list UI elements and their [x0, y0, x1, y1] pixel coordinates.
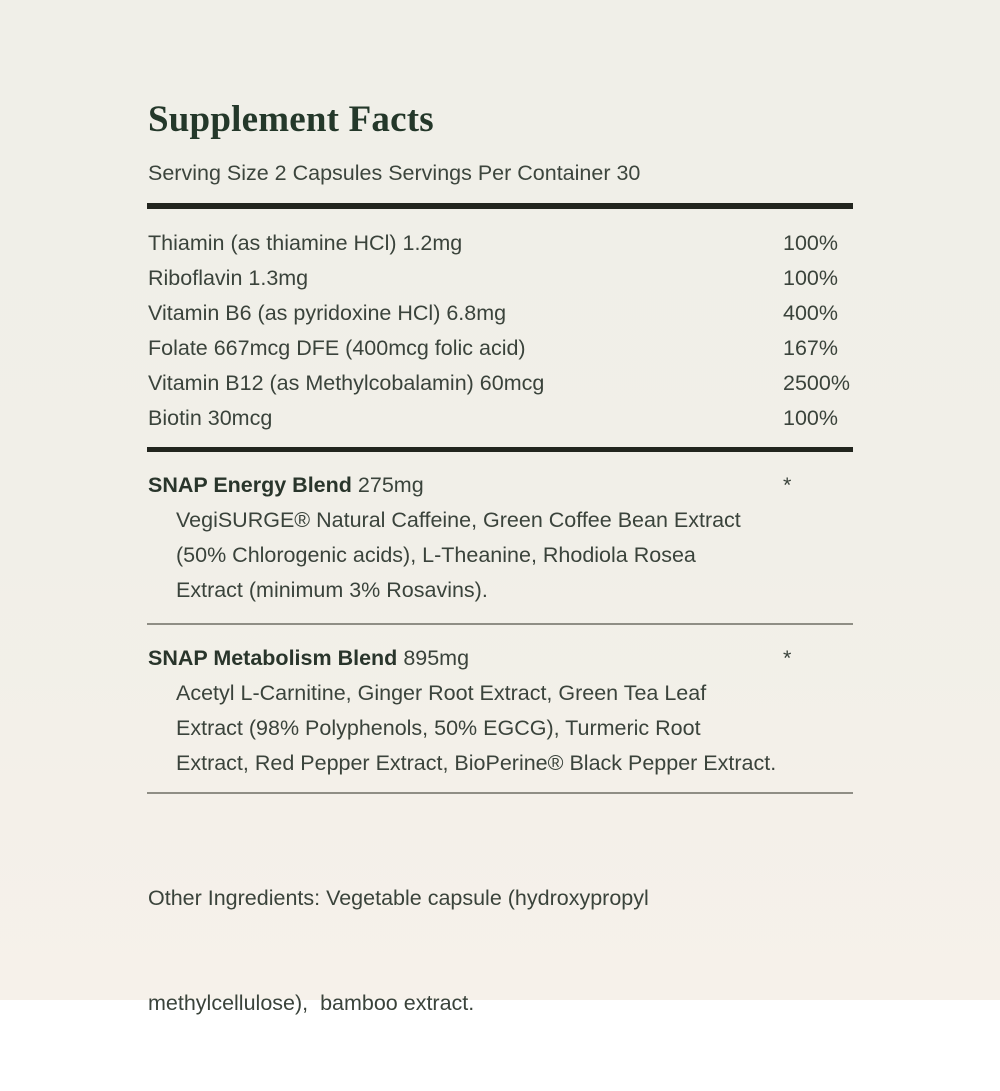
- nutrient-daily-value: 100%: [783, 266, 838, 290]
- divider-heavy-top: [147, 203, 853, 209]
- table-row: [148, 366, 853, 401]
- table-row: [148, 296, 853, 331]
- serving-size-line: Serving Size 2 Capsules Servings Per Container 30: [148, 161, 641, 185]
- divider-heavy-mid: [147, 447, 853, 452]
- divider-light-2: [147, 792, 853, 794]
- nutrient-daily-value: 100%: [783, 231, 838, 255]
- energy-blend-heading: [148, 468, 853, 503]
- blend-amount: 275mg: [357, 473, 424, 497]
- nutrient-name: Folate 667mcg DFE (400mcg folic acid): [148, 336, 526, 360]
- metabolism-blend-description: [176, 676, 836, 781]
- nutrient-name: Biotin 30mcg: [148, 406, 273, 430]
- description-line: Extract (98% Polyphenols, 50% EGCG), Turmeric Root: [176, 716, 701, 740]
- blend-name: SNAP Metabolism Blend: [148, 646, 398, 670]
- nutrient-daily-value: 100%: [783, 406, 838, 430]
- energy-blend-description: [176, 503, 836, 608]
- other-ingredients-line: methylcellulose), bamboo extract.: [148, 991, 475, 1015]
- description-line: Extract, Red Pepper Extract, BioPerine® Black Pepper Extract.: [176, 751, 777, 775]
- nutrient-daily-value: 2500%: [783, 371, 850, 395]
- nutrient-name: Riboflavin 1.3mg: [148, 266, 309, 290]
- nutrient-daily-value: 167%: [783, 336, 838, 360]
- blend-amount: 895mg: [403, 646, 470, 670]
- nutrient-table: [148, 226, 853, 436]
- nutrient-name: Thiamin (as thiamine HCl) 1.2mg: [148, 231, 463, 255]
- description-line: VegiSURGE® Natural Caffeine, Green Coffee Bean Extract: [176, 508, 741, 532]
- other-ingredients: [148, 811, 828, 1091]
- blend-daily-value-asterisk: *: [783, 646, 792, 670]
- table-row: [148, 401, 853, 436]
- nutrient-name: Vitamin B6 (as pyridoxine HCl) 6.8mg: [148, 301, 507, 325]
- nutrient-name: Vitamin B12 (as Methylcobalamin) 60mcg: [148, 371, 545, 395]
- table-row: [148, 331, 853, 366]
- nutrient-daily-value: 400%: [783, 301, 838, 325]
- description-line: (50% Chlorogenic acids), L-Theanine, Rhodiola Rosea: [176, 543, 696, 567]
- blend-name: SNAP Energy Blend: [148, 473, 352, 497]
- table-row: [148, 226, 853, 261]
- description-line: Extract (minimum 3% Rosavins).: [176, 578, 488, 602]
- metabolism-blend-heading: [148, 641, 853, 676]
- divider-light-1: [147, 623, 853, 625]
- other-ingredients-line: Other Ingredients: Vegetable capsule (hydroxypropyl: [148, 886, 649, 910]
- table-row: [148, 261, 853, 296]
- blend-daily-value-asterisk: *: [783, 473, 792, 497]
- description-line: Acetyl L-Carnitine, Ginger Root Extract, Green Tea Leaf: [176, 681, 707, 705]
- label-content: [147, 0, 853, 1015]
- page-title: Supplement Facts: [148, 99, 434, 140]
